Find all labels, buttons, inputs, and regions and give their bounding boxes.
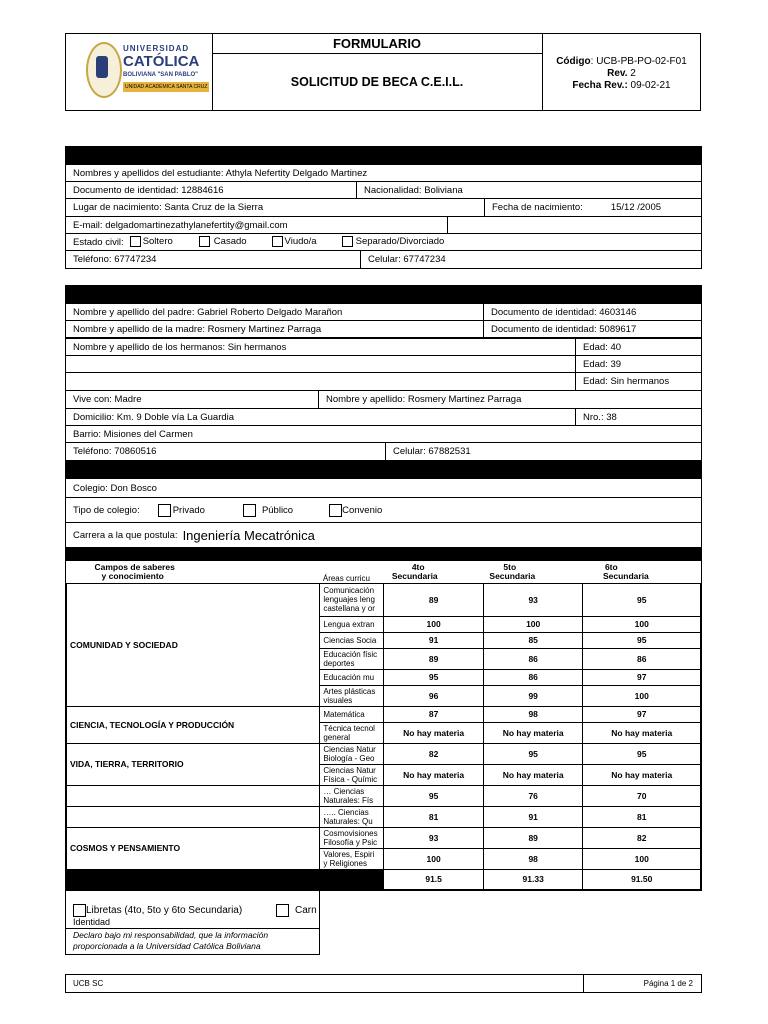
area-cell: Ciencias Natur Física - Químic	[320, 764, 384, 785]
grade-4to: No hay materia	[384, 722, 484, 743]
birthdate-value: 15/12 /2005	[610, 202, 662, 213]
rev-label: Rev.	[607, 68, 628, 79]
area-cell: Ciencias Socia	[320, 632, 384, 648]
grade-6to: 86	[583, 648, 701, 669]
area-cell: Ciencias Natur Biología - Geo	[320, 743, 384, 764]
siblings-extra-2	[66, 373, 575, 390]
checkbox-separado[interactable]	[342, 236, 445, 247]
grade-4to: 95	[384, 669, 484, 685]
footer-page-number: Página 1 de 2	[643, 979, 693, 988]
grade-5to: 76	[483, 785, 583, 806]
campo-blank-2	[67, 806, 320, 827]
sibling-age-2: Edad: 39	[575, 356, 703, 372]
grade-5to: 86	[483, 669, 583, 685]
doc-code-block	[543, 34, 700, 110]
campo-vida: VIDA, TIERRA, TERRITORIO	[67, 743, 320, 785]
area-cell: Valores, Espiri y Religiones	[320, 848, 384, 869]
table-row	[67, 706, 701, 722]
campo-cosmos: COSMOS Y PENSAMIENTO	[67, 827, 320, 869]
grade-5to: 85	[483, 632, 583, 648]
avg-5to: 91.33	[483, 869, 583, 889]
mother-id: Documento de identidad: 5089617	[483, 321, 703, 337]
declaration-text: Declaro bajo mi responsabilidad, que la información proporcionada a la Universidad Católica Boliviana	[73, 930, 269, 951]
header-5to: 5to Secundaria	[489, 561, 536, 581]
grade-4to: 87	[384, 706, 484, 722]
area-cell: Cosmovisiones Filosofía y Psic	[320, 827, 384, 848]
sibling-age-3: Edad: Sin hermanos	[575, 373, 703, 390]
siblings-name: Nombre y apellido de los hermanos: Sin hermanos	[73, 341, 287, 353]
grade-5to: 93	[483, 583, 583, 616]
mother-name: Nombre y apellido de la madre: Rosmery Martinez Parraga	[73, 323, 322, 335]
checkbox-publico[interactable]	[243, 504, 293, 517]
area-cell: Comunicación lenguajes leng castellana y or	[320, 583, 384, 616]
table-row	[67, 806, 701, 827]
checkbox-carnet[interactable]	[276, 904, 317, 917]
header-campos: Campos de saberes y conocimiento	[94, 561, 175, 581]
table-row	[67, 785, 701, 806]
neighborhood: Barrio: Misiones del Carmen	[73, 428, 193, 440]
marital-status-label: Estado civil:	[73, 236, 124, 248]
school-type-label: Tipo de colegio:	[73, 504, 140, 516]
header-4to: 4to Secundaria	[391, 561, 438, 581]
grade-4to: 100	[384, 616, 484, 632]
section-bar-family	[65, 285, 702, 304]
header-6to: 6to Secundaria	[602, 561, 649, 581]
checkbox-privado[interactable]	[158, 504, 205, 517]
opt-separado: Separado/Divorciado	[355, 236, 445, 248]
table-row	[67, 583, 701, 616]
grade-4to: 100	[384, 848, 484, 869]
rev-value: 2	[627, 68, 636, 79]
grade-6to: No hay materia	[583, 764, 701, 785]
grade-5to: 86	[483, 648, 583, 669]
grade-4to: 89	[384, 583, 484, 616]
sibling-age-1: Edad: 40	[575, 339, 703, 355]
form-header	[65, 33, 701, 111]
siblings-extra-1	[66, 356, 575, 372]
grade-5to: 95	[483, 743, 583, 764]
avg-6to: 91.50	[583, 869, 701, 889]
grade-6to: 81	[583, 806, 701, 827]
grades-header-row	[67, 561, 701, 583]
grade-4to: 95	[384, 785, 484, 806]
grade-4to: 81	[384, 806, 484, 827]
father-name: Nombre y apellido del padre: Gabriel Roberto Delgado Marañon	[73, 306, 343, 318]
codigo-value: : UCB-PB-PO-02-F01	[590, 56, 687, 67]
section-bar-student	[65, 146, 702, 165]
grade-4to: 82	[384, 743, 484, 764]
grade-6to: 95	[583, 632, 701, 648]
grade-5to: 98	[483, 706, 583, 722]
student-cell: Celular: 67747234	[360, 251, 703, 268]
footer-left: UCB SC	[73, 979, 104, 988]
page-footer	[65, 974, 702, 993]
table-row	[67, 743, 701, 764]
form-title: FORMULARIO	[212, 34, 542, 54]
student-email: E-mail: delgadomartinezathylanefertity@gmail.com	[73, 219, 288, 231]
checkbox-soltero[interactable]	[130, 236, 173, 247]
grade-4to: No hay materia	[384, 764, 484, 785]
campo-ciencia: CIENCIA, TECNOLOGÍA Y PRODUCCIÓN	[67, 706, 320, 743]
grade-5to: 91	[483, 806, 583, 827]
opt-casado: Casado	[213, 236, 247, 248]
table-row	[67, 827, 701, 848]
section-bar-school	[65, 460, 702, 479]
logo-line3: BOLIVIANA "SAN PABLO"	[123, 72, 199, 78]
avg-4to: 91.5	[384, 869, 484, 889]
attachments-box	[65, 879, 320, 955]
grade-5to: 98	[483, 848, 583, 869]
grades-table	[65, 560, 702, 891]
grade-6to: 95	[583, 743, 701, 764]
fecha-rev-value: 09-02-21	[627, 80, 671, 91]
opt-publico: Público	[261, 504, 294, 516]
grade-6to: 97	[583, 669, 701, 685]
father-id: Documento de identidad: 4603146	[483, 304, 703, 320]
campo-blank-1	[67, 785, 320, 806]
logo-line1: UNIVERSIDAD	[123, 44, 190, 53]
campo-comunidad: COMUNIDAD Y SOCIEDAD	[67, 583, 320, 706]
grade-5to: No hay materia	[483, 764, 583, 785]
family-phone: Teléfono: 70860516	[73, 446, 157, 457]
grade-4to: 93	[384, 827, 484, 848]
grade-6to: 70	[583, 785, 701, 806]
area-cell: ….. Ciencias Naturales: Qu	[320, 806, 384, 827]
header-areas: Áreas curricu	[322, 573, 370, 583]
grade-4to: 96	[384, 685, 484, 706]
attach-libretas: Libretas (4to, 5to y 6to Secundaria)	[86, 905, 243, 917]
attach-identidad: Identidad	[73, 917, 111, 927]
opt-soltero: Soltero	[142, 236, 173, 248]
student-name: Nombres y apellidos del estudiante: Athyla Nefertity Delgado Martinez	[73, 167, 368, 179]
email-extra-cell	[447, 217, 703, 233]
attachments-title: ADJUNTAR AL FORMULARIO	[73, 881, 214, 892]
grade-5to: No hay materia	[483, 722, 583, 743]
area-cell: Matemática	[320, 706, 384, 722]
grade-4to: 89	[384, 648, 484, 669]
area-cell: Educación mu	[320, 669, 384, 685]
logo-line2: CATÓLICA	[123, 53, 200, 70]
checkbox-casado[interactable]	[199, 236, 247, 247]
area-cell: Técnica tecnol general	[320, 722, 384, 743]
checkbox-convenio[interactable]	[329, 504, 382, 517]
attach-carnet: Carn	[295, 905, 317, 917]
logo-text	[123, 44, 209, 92]
area-cell: Lengua extran	[320, 616, 384, 632]
grade-6to: 100	[583, 616, 701, 632]
area-cell: Educación físic deportes	[320, 648, 384, 669]
grade-5to: 99	[483, 685, 583, 706]
grade-5to: 89	[483, 827, 583, 848]
grade-5to: 100	[483, 616, 583, 632]
university-logo	[66, 34, 213, 110]
birthdate-label: Fecha de nacimiento:	[492, 202, 583, 213]
student-nationality: Nacionalidad: Boliviana	[356, 182, 703, 198]
checkbox-libretas[interactable]	[73, 904, 242, 917]
area-cell: … Ciencias Naturales: Fís	[320, 785, 384, 806]
school-name: Colegio: Don Bosco	[73, 482, 157, 494]
checkbox-viudo[interactable]	[272, 236, 317, 247]
student-birthplace: Lugar de nacimiento: Santa Cruz de la Sierra	[73, 202, 264, 213]
section-bar-grades	[65, 547, 702, 561]
address: Domicilio: Km. 9 Doble vía La Guardia	[73, 411, 235, 423]
lives-with: Vive con: Madre	[73, 394, 142, 405]
career-value: Ingeniería Mecatrónica	[182, 527, 315, 543]
grade-6to: 82	[583, 827, 701, 848]
form-subtitle: SOLICITUD DE BECA C.E.I.L.	[290, 75, 464, 89]
family-cell: Celular: 67882531	[385, 443, 703, 460]
grade-4to: 91	[384, 632, 484, 648]
grade-6to: 100	[583, 848, 701, 869]
logo-line4: UNIDAD ACADÉMICA SANTA CRUZ	[125, 84, 208, 90]
opt-privado: Privado	[172, 504, 205, 516]
opt-viudo: Viudo/a	[284, 236, 317, 248]
lives-with-name: Nombre y apellido: Rosmery Martinez Parraga	[318, 391, 703, 408]
address-number: Nro.: 38	[575, 409, 703, 425]
grade-6to: 100	[583, 685, 701, 706]
grade-6to: 95	[583, 583, 701, 616]
grade-6to: 97	[583, 706, 701, 722]
area-cell: Artes plásticas visuales	[320, 685, 384, 706]
career-label: Carrera a la que postula:	[73, 529, 178, 541]
student-id: Documento de identidad: 12884616	[73, 184, 224, 196]
student-phone: Teléfono: 67747234	[73, 254, 157, 265]
university-seal-icon	[86, 42, 122, 98]
opt-convenio: Convenio	[342, 504, 383, 516]
codigo-label: Código	[556, 56, 591, 67]
fecha-rev-label: Fecha Rev.:	[572, 80, 628, 91]
grade-6to: No hay materia	[583, 722, 701, 743]
